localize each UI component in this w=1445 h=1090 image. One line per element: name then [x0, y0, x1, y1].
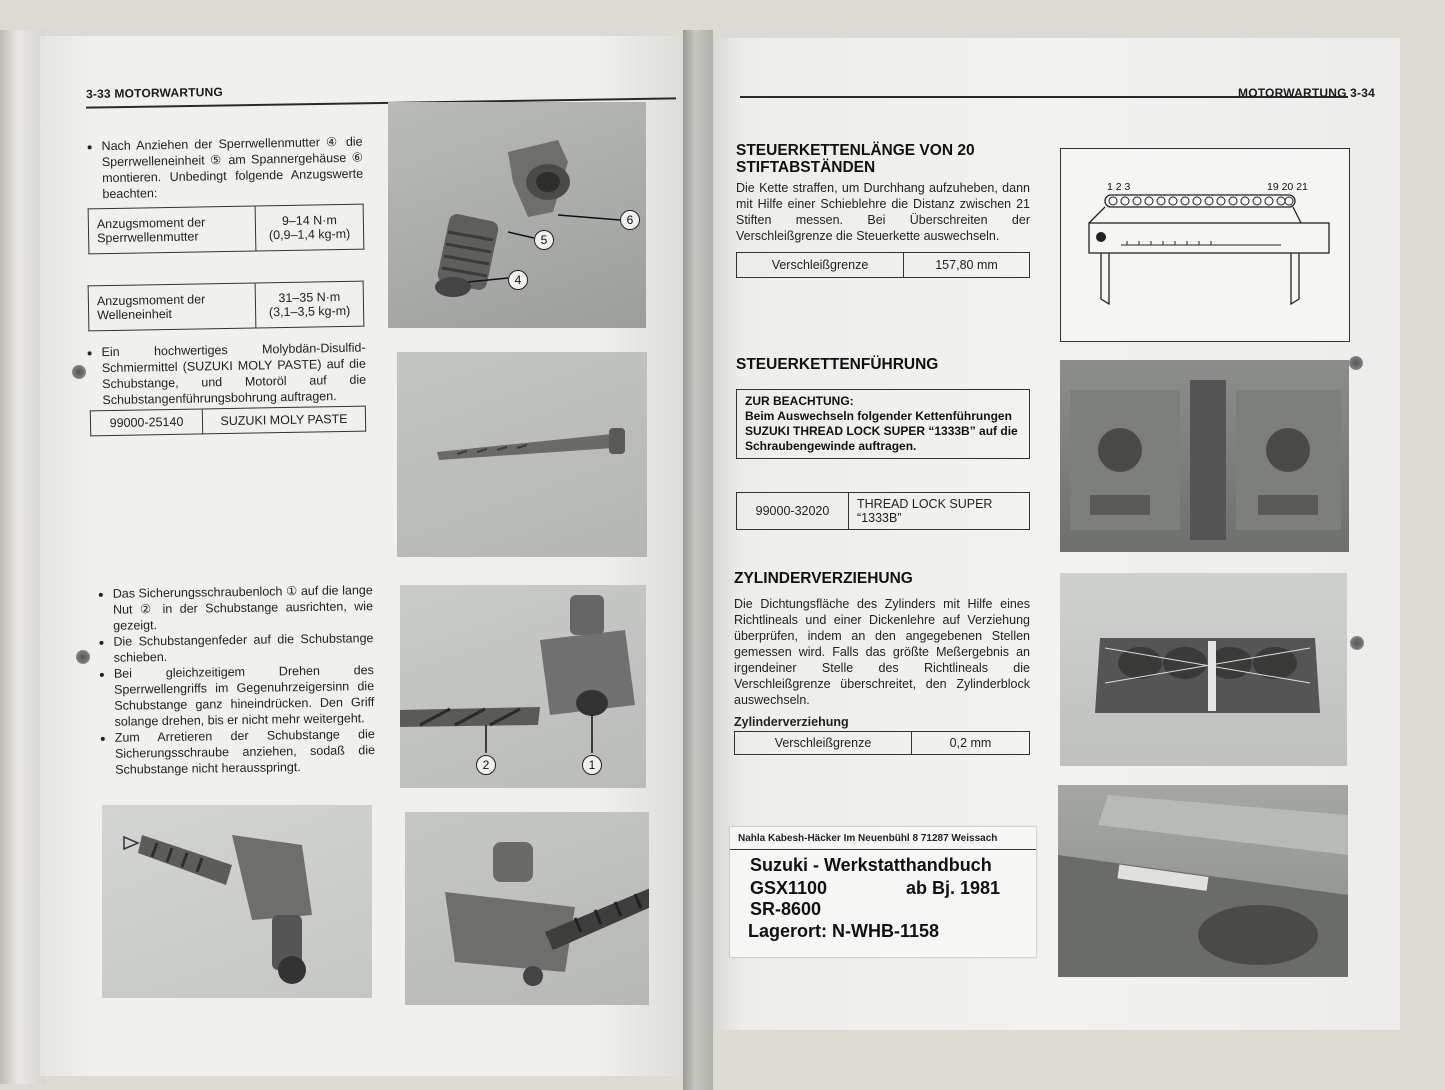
sec1-title-line2: STIFTABSTÄNDEN	[736, 159, 876, 176]
callout-1: 1	[582, 755, 602, 775]
para1-text: • Nach Anziehen der Sperrwellenmutter ④ die Sperrwelleneinheit ⑤ am Spannergehäuse ⑥ montieren. Unbedingt folgende Anzugswerte beachten:	[101, 134, 363, 203]
cylinder-distortion-label: Verschleißgrenze	[735, 732, 912, 755]
left-bullets	[99, 582, 376, 778]
cylinder-distortion-value: 0,2 mm	[912, 732, 1030, 755]
binder-hole	[1349, 356, 1363, 370]
chain-caliper-diagram	[1060, 148, 1350, 342]
sec3-table-caption: Zylinderverziehung	[734, 715, 849, 729]
sec2-note-title: ZUR BEACHTUNG:	[745, 394, 854, 408]
thread-lock-part-number: 99000-32020	[737, 493, 849, 530]
bullet-2: • Die Schubstangenfeder auf die Schubstange schieben.	[113, 630, 373, 666]
binder-hole	[1350, 636, 1364, 650]
left-section-title: MOTORWARTUNG	[114, 84, 224, 101]
thread-lock-part-table	[736, 492, 1030, 530]
chain-pin-label-left: 1 2 3	[1107, 181, 1131, 193]
lock-screw-drawing	[405, 812, 649, 1005]
cylinder-distortion-table	[734, 731, 1030, 755]
torque-table-1	[88, 204, 365, 255]
callout-6: 6	[620, 210, 640, 230]
moly-part-number: 99000-25140	[90, 409, 202, 436]
photo-cylinder-block	[1060, 573, 1347, 766]
callout-2: 2	[476, 755, 496, 775]
torque-2-value-nm: 31–35 N·m	[278, 290, 341, 306]
torque-1-value	[255, 204, 364, 251]
para2-text: • Ein hochwertiges Molybdän-Disulfid-Schmiermittel (SUZUKI MOLY PASTE) auf die Schubstange, und Motoröl auf die Schubstangenführungsbohrung auftragen.	[101, 340, 366, 409]
chain-wear-table	[736, 252, 1030, 278]
torque-table-2	[88, 281, 365, 332]
thread-lock-name-line2: “1333B”	[857, 511, 902, 525]
torque-1-value-nm: 9–14 N·m	[281, 213, 337, 229]
sticker-title: Suzuki - Werkstatthandbuch	[750, 855, 992, 875]
cylinder-head-drawing	[1060, 360, 1349, 552]
sticker-divider	[730, 849, 1036, 850]
binder-hole	[76, 650, 90, 664]
sec3-title: ZYLINDERVERZIEHUNG	[734, 570, 913, 587]
sec2-note-box	[736, 389, 1030, 459]
thread-lock-part-name	[849, 493, 1030, 530]
sec1-text: Die Kette straffen, um Durchhang aufzuheben, dann mit Hilfe einer Schieblehre die Distanz zwischen 21 Stiften messen. Bei Überschreiten der Verschleißgrenze die Steuerkette auswechseln.	[736, 181, 1030, 243]
sticker-storage: Lagerort: N-WHB-1158	[748, 921, 940, 941]
sticker-address: Nahla Kabesh-Häcker Im Neuenbühl 8 71287 Weissach	[738, 833, 998, 844]
photo-alignment	[400, 585, 646, 788]
cylinder-block-drawing	[1060, 573, 1347, 766]
sticker-year: ab Bj. 1981	[906, 878, 1001, 898]
left-para-2	[87, 340, 366, 409]
photo-lock-screw	[405, 812, 649, 1005]
torque-2-label: Anzugsmoment der Welleneinheit	[88, 283, 256, 331]
book-spine	[683, 30, 713, 1090]
sticker-code: SR-8600	[750, 899, 822, 919]
photo-tensioner-assembled	[388, 102, 646, 328]
tensioner-assembled-drawing	[388, 102, 646, 328]
photo-push-rod	[397, 352, 647, 557]
sec2-note-text: Beim Auswechseln folgender Kettenführungen SUZUKI THREAD LOCK SUPER “1333B” auf die Schraubengewinde auftragen.	[745, 409, 1018, 453]
photo-spring-install	[102, 805, 372, 998]
callout-4: 4	[508, 270, 528, 290]
bullet-3: • Bei gleichzeitigem Drehen des Sperrwellengriffs im Gegenuhrzeigersinn die Schubstange ganz hineindrücken. Den Griff solange drehen, bis er nicht mehr weitergeht.	[114, 662, 375, 730]
sec2-title: STEUERKETTENFÜHRUNG	[736, 356, 939, 373]
bullet-1: • Das Sicherungsschraubenloch ① auf die lange Nut ② in der Schubstange ausrichten, wie gezeigt.	[113, 582, 374, 634]
binder-hole	[72, 365, 86, 379]
chain-pin-label-right: 19 20 21	[1267, 181, 1308, 193]
left-page-header	[86, 85, 223, 101]
moly-part-table	[90, 406, 366, 437]
book-edge	[0, 30, 45, 1084]
right-page-number: 3-34	[1350, 86, 1375, 100]
bullet-4: • Zum Arretieren der Schubstange die Sicherungsschraube anziehen, sodaß die Schubstange nicht herausspringt.	[115, 726, 376, 778]
chain-caliper-drawing	[1061, 149, 1350, 342]
photo-straightedge	[1058, 785, 1348, 977]
torque-2-value-kgm: (3,1–3,5 kg-m)	[268, 303, 351, 320]
right-page-header	[1238, 86, 1375, 100]
straightedge-drawing	[1058, 785, 1348, 977]
sticker-model: GSX1100	[750, 878, 828, 898]
right-section-title: MOTORWARTUNG	[1238, 86, 1347, 100]
inventory-sticker	[730, 827, 1036, 957]
torque-1-label: Anzugsmoment der Sperrwellenmutter	[88, 206, 256, 254]
spring-install-drawing	[102, 805, 372, 998]
chain-wear-label: Verschleißgrenze	[737, 253, 904, 278]
torque-2-value	[255, 281, 364, 328]
sec1-title-line1: STEUERKETTENLÄNGE VON 20	[736, 142, 975, 159]
torque-1-value-kgm: (0,9–1,4 kg-m)	[268, 226, 351, 243]
chain-wear-value: 157,80 mm	[904, 253, 1030, 278]
photo-cylinder-head	[1060, 360, 1349, 552]
left-page-number: 3-33	[85, 86, 111, 102]
moly-part-name: SUZUKI MOLY PASTE	[202, 406, 365, 434]
left-para-1	[87, 134, 363, 203]
sec1-title	[736, 142, 975, 176]
thread-lock-name-line1: THREAD LOCK SUPER	[857, 497, 993, 511]
push-rod-drawing	[397, 352, 647, 557]
sec3-text: Die Dichtungsfläche des Zylinders mit Hilfe eines Richtlineals und einer Dickenlehre auf Verziehung überprüfen, indem an den angegebenen Stellen gemessen wird. Falls das größte Meßergebnis an irgendeiner Stelle des Richtlineals die Verschleißgrenze überschreitet, den Zylinderblock auswechseln.	[734, 597, 1030, 707]
callout-5: 5	[534, 230, 554, 250]
alignment-drawing	[400, 585, 646, 788]
